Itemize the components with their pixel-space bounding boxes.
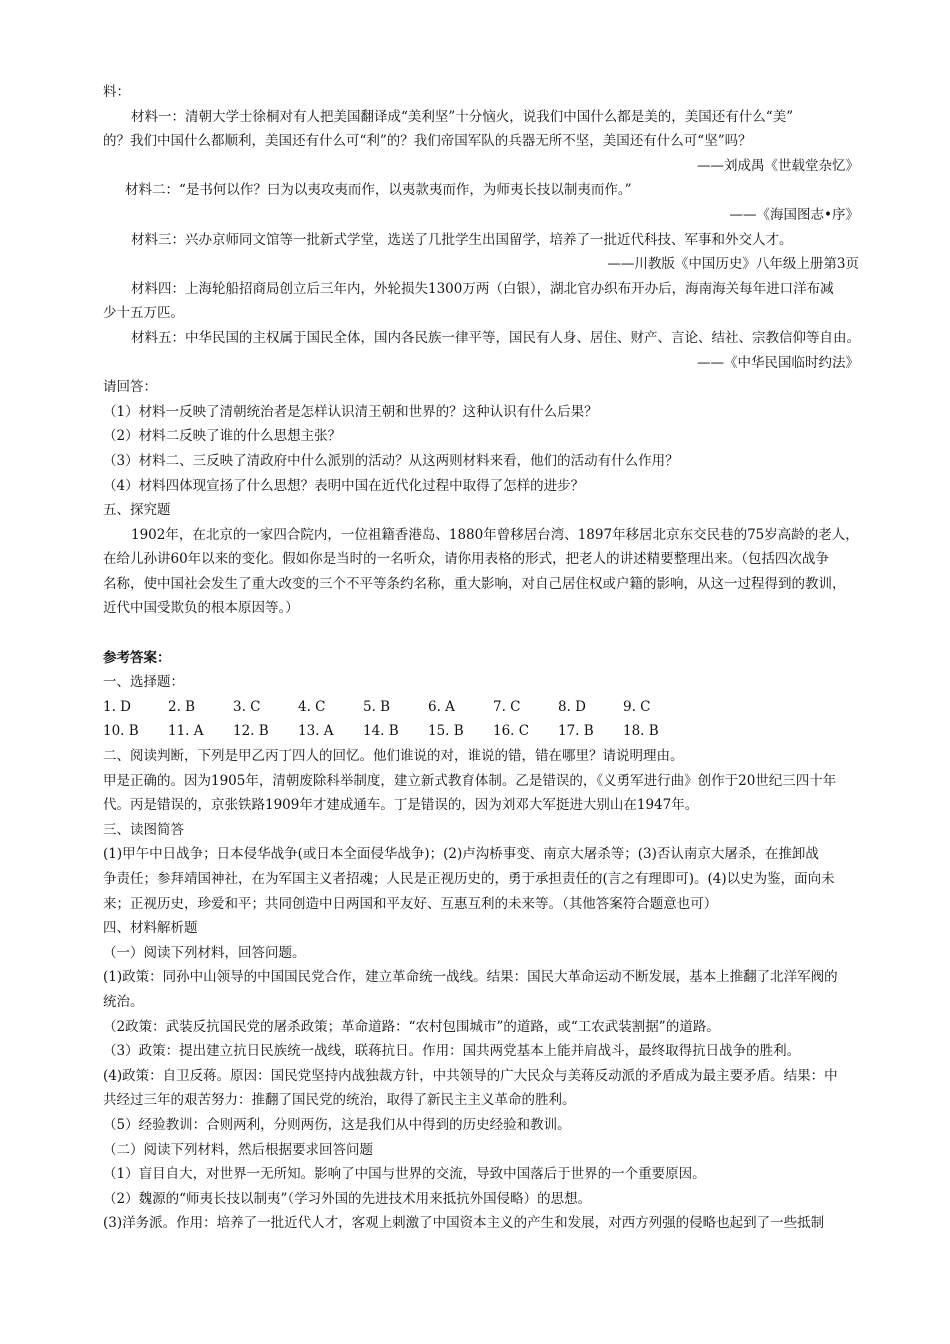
answers-group-1-line-7: （5）经验教训：合则两利，分则两伤，这是我们从中得到的历史经验和教训。 — [103, 1116, 571, 1133]
lead-text: 料： — [103, 84, 130, 100]
choice-answer: 3. C — [233, 698, 261, 715]
answers-section-3-title: 三、读图简答 — [103, 821, 184, 838]
section-spacer — [103, 621, 863, 646]
choice-answer: 2. B — [168, 698, 196, 715]
choice-answer: 9. C — [623, 698, 651, 715]
answers-section-4-title: 四、材料解析题 — [103, 920, 198, 937]
material-5-source: ——《中华民国临时约法》 — [697, 354, 859, 371]
question-prompt: 请回答： — [103, 379, 157, 396]
choice-answers-row-1 — [103, 695, 863, 720]
choice-answer: 15. B — [428, 723, 464, 740]
choice-answers-row-2 — [103, 719, 863, 744]
answers-group-1-line-1: (1)政策：同孙中山领导的中国国民党合作，建立革命统一战线。结果：国民大革命运动不断发展，基本上推翻了北洋军阀的 — [103, 969, 838, 986]
answers-group-1-line-6: 共经过三年的艰苦努力：推翻了国民党的统治，取得了新民主主义革命的胜利。 — [103, 1092, 576, 1109]
explore-paragraph-line-1: 1902年，在北京的一家四合院内，一位祖籍香港岛、1880年曾移居台湾、1897年移居北京东交民巷的75岁高龄的老人， — [131, 526, 859, 543]
answers-title: 参考答案： — [103, 649, 171, 666]
document-content — [103, 80, 863, 1236]
answers-section-3-line-3: 来；正视历史，珍爱和平；共同创造中日两国和平友好、互惠互利的未来等。（其他答案符合题意也可） — [103, 895, 718, 912]
explore-section-title: 五、探究题 — [103, 502, 171, 519]
answers-group-2-line-2: （2）魏源的“师夷长技以制夷”（学习外国的先进技术用来抵抗外国侵略）的思想。 — [103, 1190, 592, 1207]
answers-group-1-title: （一）阅读下列材料，回答问题。 — [103, 944, 306, 961]
choice-answer: 4. C — [298, 698, 326, 715]
choice-answer: 8. D — [558, 698, 586, 715]
material-3-source: ——川教版《中国历史》八年级上册第3页 — [607, 256, 859, 273]
answers-group-1-line-4: （3）政策：提出建立抗日民族统一战线，联蒋抗日。作用：国共两党基本上能并肩战斗，最终取得抗日战争的胜利。 — [103, 1043, 801, 1060]
answers-group-2-title: （二）阅读下列材料，然后根据要求回答问题 — [103, 1141, 373, 1158]
answers-group-1-line-3: （2政策：武装反抗国民党的屠杀政策；革命道路：“农村包围城市”的道路，或“工农武装割据”的道路。 — [103, 1018, 720, 1035]
choice-answer: 18. B — [623, 723, 659, 740]
explore-paragraph-line-3: 名称，使中国社会发生了重大改变的三个不平等条约名称，重大影响，对自己居住权或户籍的影响，从这一过程得到的教训， — [103, 575, 846, 592]
question-3: （3）材料二、三反映了清政府中什么派别的活动？从这两则材料来看，他们的活动有什么作用？ — [103, 452, 679, 469]
choice-answer: 11. A — [168, 723, 204, 740]
choice-answer: 17. B — [558, 723, 594, 740]
question-4: （4）材料四体现宣扬了什么思想？表明中国在近代化过程中取得了怎样的进步？ — [103, 477, 585, 494]
choice-answer: 5. B — [363, 698, 391, 715]
choice-answer: 12. B — [233, 723, 269, 740]
material-5: 材料五：中华民国的主权属于国民全体，国内各民族一律平等，国民有人身、居住、财产、言论、结社、宗教信仰等自由。 — [131, 329, 860, 346]
material-2: 材料二：“是书何以作？曰为以夷攻夷而作，以夷款夷而作，为师夷长技以制夷而作。” — [125, 182, 632, 199]
choice-answer: 16. C — [493, 723, 530, 740]
answers-section-2-line-2: 代。丙是错误的，京张铁路1909年才建成通车。丁是错误的，因为刘邓大军挺进大别山在1947年。 — [103, 797, 699, 814]
material-4-line-1: 材料四：上海轮船招商局创立后三年内，外轮损失1300万两（白银），湖北官办织布开办后，海南海关每年进口洋布减 — [131, 280, 834, 297]
answers-group-1-line-5: (4)政策：自卫反蒋。原因：国民党坚持内战独裁方针，中共领导的广大民众与美蒋反动派的矛盾成为最主要矛盾。结果：中 — [103, 1067, 838, 1084]
answers-group-1-line-2: 统治。 — [103, 993, 144, 1010]
explore-paragraph-line-4: 近代中国受欺负的根本原因等。） — [103, 600, 299, 617]
explore-paragraph-line-2: 在给儿孙讲60年以来的变化。假如你是当时的一名听众，请你用表格的形式，把老人的讲述精要整理出来。（包括四次战争 — [103, 551, 829, 568]
material-2-source: ——《海国图志•序》 — [729, 206, 859, 223]
question-2: （2）材料二反映了谁的什么思想主张？ — [103, 428, 342, 445]
answers-section-2-title: 二、阅读判断，下列是甲乙丙丁四人的回忆。他们谁说的对，谁说的错，错在哪里？请说明理由。 — [103, 748, 684, 765]
answers-section-3-line-2: 争责任；参拜靖国神社，在为军国主义者招魂；人民是正视历史的，勇于承担责任的(言之有理即可)。(4)以史为鉴，面向未 — [103, 871, 835, 887]
choice-answer: 14. B — [363, 723, 399, 740]
answers-section-1-title: 一、选择题： — [103, 674, 184, 691]
material-4-line-2: 少十五万匹。 — [103, 305, 184, 322]
choice-answer: 7. C — [493, 698, 521, 715]
choice-answer: 13. A — [298, 723, 334, 740]
choice-answer: 1. D — [103, 698, 131, 715]
answers-group-2-line-3: (3)洋务派。作用：培养了一批近代人才，客观上刺激了中国资本主义的产生和发展，对西方列强的侵略也起到了一些抵制 — [103, 1215, 825, 1232]
choice-answer: 6. A — [428, 698, 455, 715]
material-1-source: ——刘成禺《世载堂杂忆》 — [697, 157, 859, 174]
choice-answer: 10. B — [103, 723, 139, 740]
answers-section-3-line-1: (1)甲午中日战争；日本侵华战争(或日本全面侵华战争)；(2)卢沟桥事变、南京大屠杀等；(3)否认南京大屠杀，在推卸战 — [103, 846, 819, 863]
answers-group-2-line-1: （1）盲目自大，对世界一无所知。影响了中国与世界的交流，导致中国落后于世界的一个重要原因。 — [103, 1166, 706, 1183]
material-1-line-2: 的？我们中国什么都顺利，美国还有什么可“利”的？我们帝国军队的兵器无所不坚，美国还有什么可“坚”吗？ — [103, 133, 752, 150]
question-1: （1）材料一反映了清朝统治者是怎样认识清王朝和世界的？这种认识有什么后果？ — [103, 403, 598, 420]
material-1-line-1: 材料一：清朝大学士徐桐对有人把美国翻译成“美利坚”十分恼火，说我们中国什么都是美的，美国还有什么“美” — [131, 108, 794, 125]
material-3: 材料三：兴办京师同文馆等一批新式学堂，选送了几批学生出国留学，培养了一批近代科技、军事和外交人才。 — [131, 231, 793, 248]
answers-section-2-line-1: 甲是正确的。因为1905年，清朝废除科举制度，建立新式教育体制。乙是错误的，《义勇军进行曲》创作于20世纪三四十年 — [103, 772, 837, 789]
